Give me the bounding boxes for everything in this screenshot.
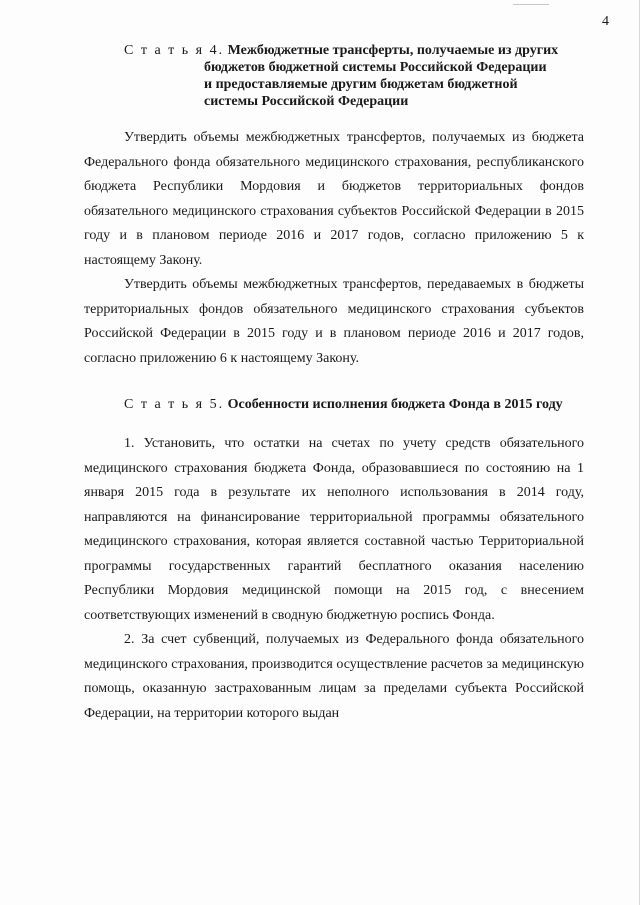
article-4-heading	[124, 42, 584, 110]
article-4-title-line1: Межбюджетные трансферты, получаемые из других	[227, 43, 559, 58]
article-4-paragraph-2: Утвердить объемы межбюджетных трансфертов, передаваемых в бюджеты территориальных фондов обязательного медицинского страхования субъектов Российской Федерации в 2015 году и в плановом периоде 2016 и 2017 годов, согласно приложению 6 к настоящему Закону.	[84, 277, 584, 366]
article-5-body	[84, 432, 584, 726]
article-4-title-line3: и предоставляемые другим бюджетам бюджетной	[204, 77, 518, 92]
article-4-paragraph-1: Утвердить объемы межбюджетных трансфертов, получаемых из бюджета Федерального фонда обязательного медицинского страхования, республиканского бюджета Республики Мордовия и бюджетов территориальных фондов обязательного медицинского страхования субъектов Российской Федерации в 2015 году и в плановом периоде 2016 и 2017 годов, согласно приложению 5 к настоящему Закону.	[84, 130, 584, 268]
scan-mark	[513, 4, 549, 5]
article-5-heading	[124, 396, 584, 413]
article-5-paragraph-2: 2. За счет субвенций, получаемых из Федерального фонда обязательного медицинского страхования, производится осуществление расчетов за медицинскую помощь, оказанную застрахованным лицам за пределами субъекта Российской Федерации, на территории которого выдан	[84, 632, 584, 721]
article-4-title-line2: бюджетов бюджетной системы Российской Федерации	[204, 60, 547, 75]
article-4-title-line4: системы Российской Федерации	[204, 94, 409, 109]
article-4-body	[84, 126, 584, 371]
article-5-paragraph-1: 1. Установить, что остатки на счетах по учету средств обязательного медицинского страхования бюджета Фонда, образовавшиеся по состоянию на 1 января 2015 года в результате их неполного использования в 2014 году, направляются на финансирование территориальной программы обязательного медицинского страхования, которая является составной частью Территориальной программы государственных гарантий бесплатного оказания населению Республики Мордовия медицинской помощи на 2015 год, с внесением соответствующих изменений в сводную бюджетную роспись Фонда.	[84, 436, 584, 623]
article-5-label: С т а т ь я 5.	[124, 397, 225, 412]
page-number: 4	[602, 14, 609, 29]
article-5-title: Особенности исполнения бюджета Фонда в 2015 году	[227, 397, 563, 412]
article-4-label: С т а т ь я 4.	[124, 43, 225, 58]
